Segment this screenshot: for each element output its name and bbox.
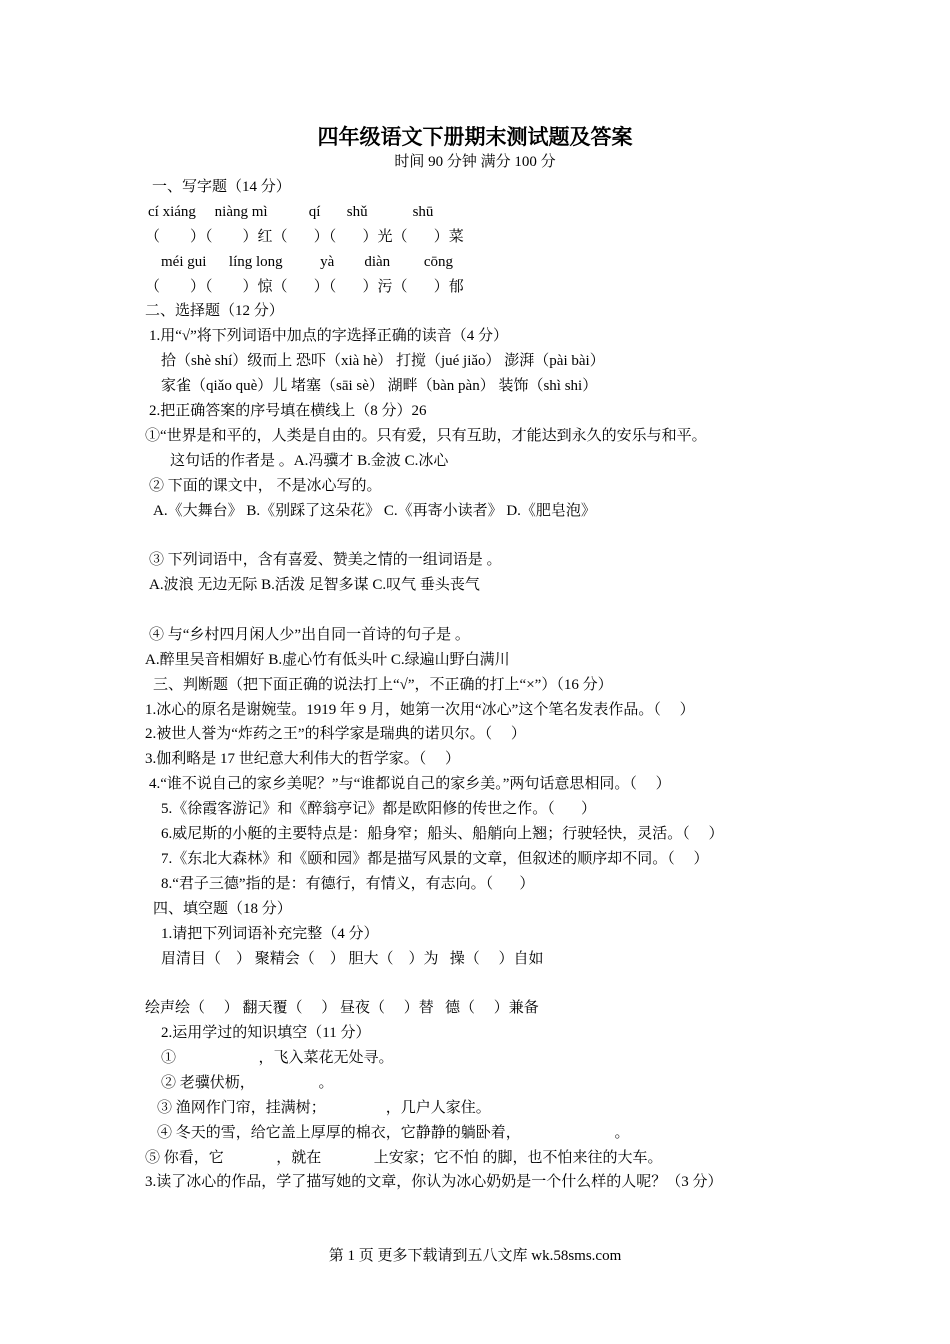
blank-row: （ ）（ ）惊（ ）（ ）污（ ）郁 [145,279,464,295]
question-line: 1.冰心的原名是谢婉莹。1919 年 9 月，她第一次用“冰心”这个笔名发表作品。（ ） [145,702,695,718]
question-line: ③ 渔网作门帘，挂满树； ，几户人家住。 [157,1100,491,1116]
question-line: A.《大舞台》 B.《别踩了这朵花》 C.《再寄小读者》 D.《肥皂泡》 [153,503,596,519]
question-line: ④ 冬天的雪，给它盖上厚厚的棉衣，它静静的躺卧着， 。 [157,1125,630,1141]
question-line: 2.把正确答案的序号填在横线上（8 分）26 [149,403,427,419]
question-line: 3.读了冰心的作品，学了描写她的文章，你认为冰心奶奶是一个什么样的人呢？（3 分） [145,1174,723,1190]
question-line: 2.被世人誉为“炸药之王”的科学家是瑞典的诺贝尔。（ ） [145,726,526,742]
question-line: 绘声绘（ ） 翻天覆（ ） 昼夜（ ）替 德（ ）兼备 [145,1000,539,1016]
question-line: 6.威尼斯的小艇的主要特点是：船身窄；船头、船艄向上翘；行驶轻快，灵活。（ ） [161,826,724,842]
page-title: 四年级语文下册期末测试题及答案 [317,125,633,149]
section-heading: 一、写字题（14 分） [152,179,291,195]
question-line: ② 老骥伏枥， 。 [161,1075,334,1091]
question-line: 眉清目（ ） 聚精会（ ） 胆大（ ）为 操（ ）自如 [161,951,544,967]
question-line: 家雀（qiǎo què）儿 堵塞（sāi sè） 湖畔（bàn pàn） 装饰（shì shi） [161,378,598,394]
section-heading: 二、选择题（12 分） [145,303,284,319]
question-line: 1.请把下列词语补充完整（4 分） [161,926,379,942]
question-line: ③ 下列词语中，含有喜爱、赞美之情的一组词语是 。 [149,552,502,568]
question-line: ② 下面的课文中， 不是冰心写的。 [149,478,382,494]
question-line: A.醉里吴音相媚好 B.虚心竹有低头叶 C.绿遍山野白满川 [145,652,510,668]
section-heading: 三、判断题（把下面正确的说法打上“√”，不正确的打上“×”）（16 分） [153,677,613,693]
question-line: 7.《东北大森林》和《颐和园》都是描写风景的文章，但叙述的顺序却不同。（ ） [161,851,709,867]
question-line: 拾（shè shí）级而上 恐吓（xià hè） 打搅（jué jiǎo） 澎湃（pài bài） [161,353,605,369]
question-line: 3.伽利略是 17 世纪意大利伟大的哲学家。（ ） [145,751,461,767]
question-line: 1.用“√”将下列词语中加点的字选择正确的读音（4 分） [149,328,509,344]
question-line: ① ，飞入菜花无处寻。 [161,1050,394,1066]
page-footer: 第 1 页 更多下载请到五八文库 wk.58sms.com [328,1248,622,1264]
question-line: ①“世界是和平的，人类是自由的。只有爱，只有互助，才能达到永久的安乐与和平。 [145,428,707,444]
question-line: 8.“君子三德”指的是：有德行，有情义，有志向。（ ） [161,876,535,892]
question-line: 2.运用学过的知识填空（11 分） [161,1025,371,1041]
pinyin-row: méi gui líng long yà diàn cōng [161,254,454,270]
blank-row: （ ）（ ）红（ ）（ ）光（ ）菜 [145,229,464,245]
pinyin-row: cí xiáng niàng mì qí shǔ shū [148,204,434,220]
question-line: 这句话的作者是 。A.冯骥才 B.金波 C.冰心 [170,453,449,469]
question-line: 5.《徐霞客游记》和《醉翁亭记》都是欧阳修的传世之作。（ ） [161,801,597,817]
section-heading: 四、填空题（18 分） [153,901,292,917]
question-line: ④ 与“乡村四月闲人少”出自同一首诗的句子是 。 [149,627,470,643]
question-line: A.波浪 无边无际 B.活泼 足智多谋 C.叹气 垂头丧气 [149,577,480,593]
page-subtitle: 时间 90 分钟 满分 100 分 [394,154,556,170]
question-line: ⑤ 你看，它 ，就在 上安家；它不怕 的脚，也不怕来往的大车。 [145,1150,663,1166]
question-line: 4.“谁不说自己的家乡美呢？”与“谁都说自己的家乡美。”两句话意思相同。（ ） [149,776,671,792]
